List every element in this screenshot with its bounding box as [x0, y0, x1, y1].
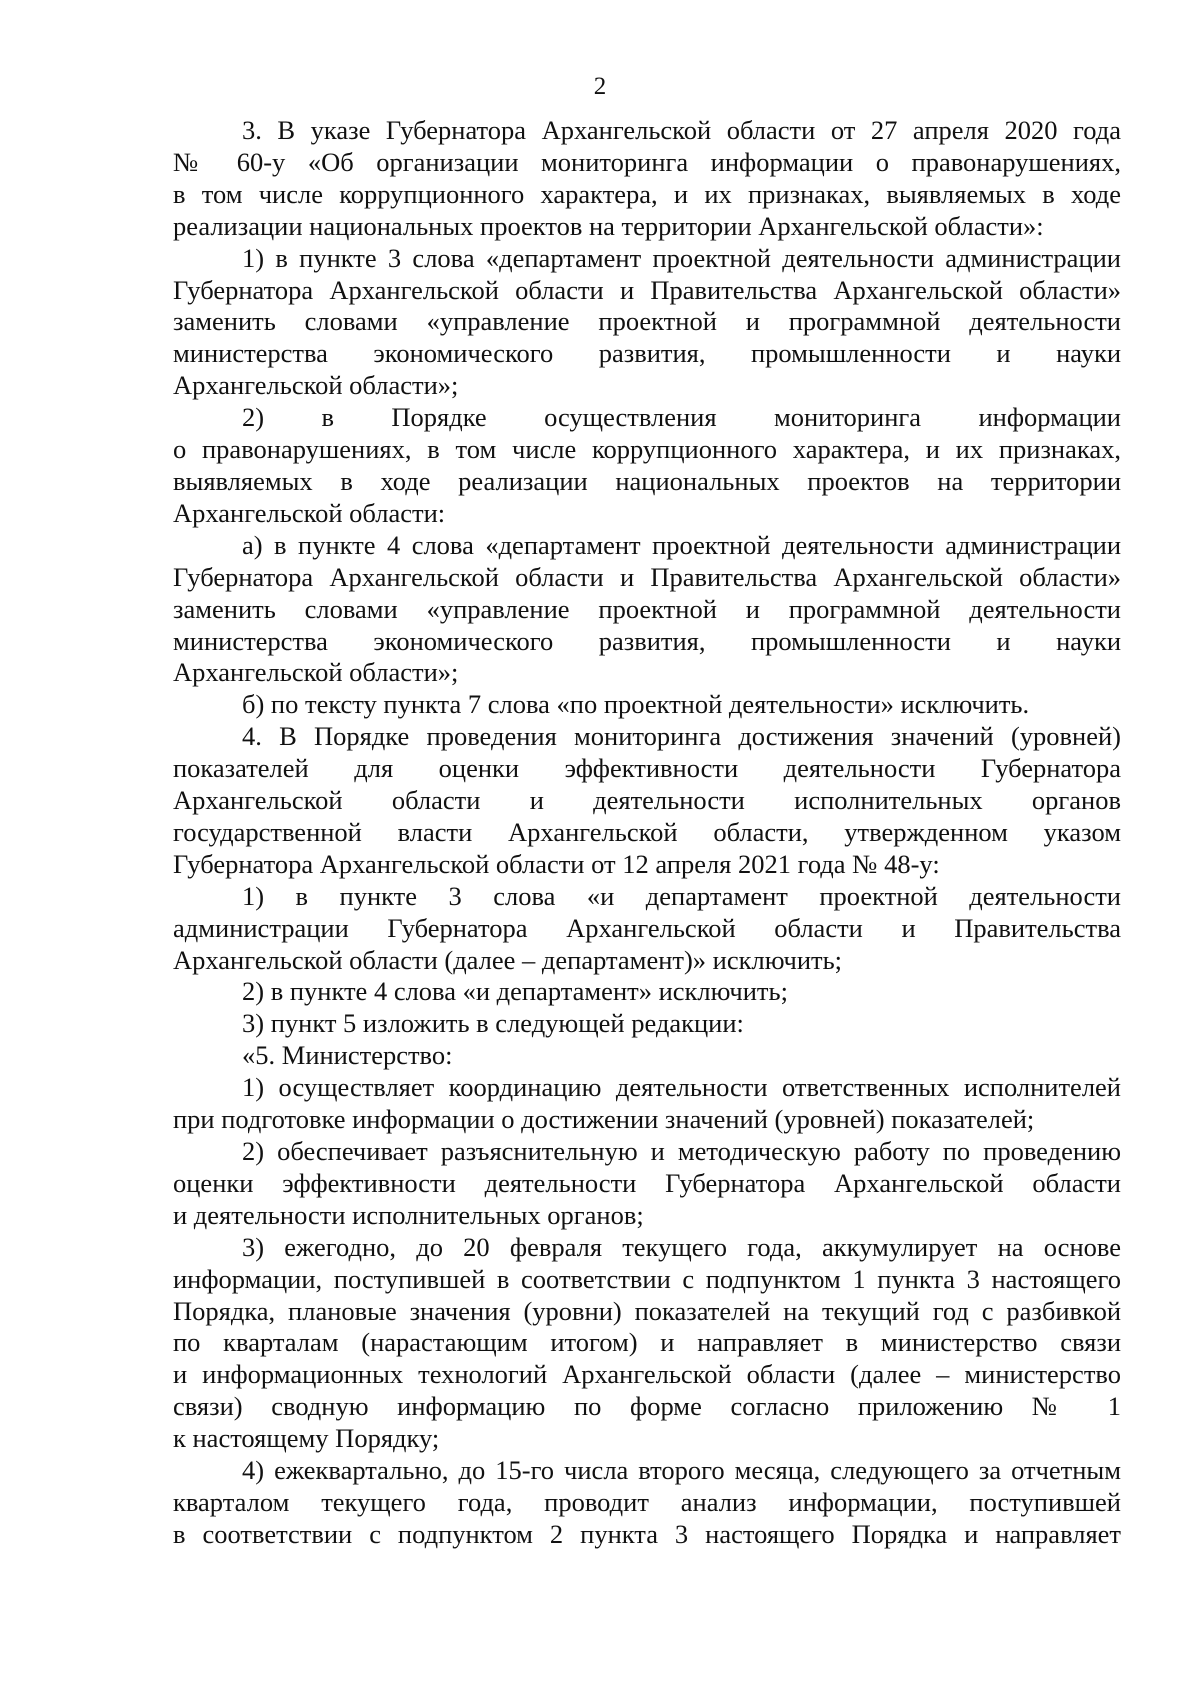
text-line: б) по тексту пункта 7 слова «по проектной деятельности» исключить.	[242, 689, 1030, 720]
paragraph	[173, 530, 1121, 690]
text-line: в том числе коррупционного характера, и их признаках, выявляемых в ходе	[173, 178, 1121, 209]
text-line: выявляемых в ходе реализации национальных проектов на территории	[173, 465, 1121, 496]
text-line: 2) в пункте 4 слова «и департамент» исключить;	[242, 976, 788, 1007]
text-line: Губернатора Архангельской области от 12 апреля 2021 года № 48-у:	[173, 848, 940, 879]
text-line: 1) осуществляет координацию деятельности ответственных исполнителей	[242, 1072, 1121, 1103]
text-line: Архангельской области»;	[173, 370, 459, 401]
text-line: администрации Губернатора Архангельской области и Правительства	[173, 912, 1121, 943]
text-line: заменить словами «управление проектной и программной деятельности	[173, 593, 1121, 624]
text-line: 1) в пункте 3 слова «департамент проектной деятельности администрации	[242, 242, 1121, 273]
paragraph	[173, 1072, 1121, 1136]
paragraph	[173, 689, 1121, 721]
paragraph	[173, 881, 1121, 977]
text-line: по кварталам (нарастающим итогом) и направляет в министерство связи	[173, 1327, 1121, 1358]
text-line: связи) сводную информацию по форме согласно приложению № 1	[173, 1391, 1121, 1422]
text-line: Архангельской области и деятельности исполнительных органов	[173, 785, 1121, 816]
text-line: государственной власти Архангельской области, утвержденном указом	[173, 816, 1121, 847]
text-line: реализации национальных проектов на территории Архангельской области»:	[173, 210, 1044, 241]
text-line: и деятельности исполнительных органов;	[173, 1199, 644, 1230]
text-line: министерства экономического развития, промышленности и науки	[173, 625, 1121, 656]
text-line: к настоящему Порядку;	[173, 1423, 440, 1454]
text-line: 3. В указе Губернатора Архангельской области от 27 апреля 2020 года	[242, 115, 1121, 145]
text-line: заменить словами «управление проектной и программной деятельности	[173, 306, 1121, 337]
paragraph	[173, 976, 1121, 1008]
text-line: 1) в пункте 3 слова «и департамент проектной деятельности	[242, 880, 1121, 911]
text-line: «5. Министерство:	[242, 1040, 453, 1071]
text-line: Губернатора Архангельской области и Правительства Архангельской области»	[173, 561, 1121, 592]
text-line: информации, поступившей в соответствии с подпунктом 1 пункта 3 настоящего	[173, 1263, 1121, 1294]
paragraph	[173, 243, 1121, 403]
paragraph	[173, 402, 1121, 530]
document-body	[173, 115, 1121, 1551]
text-line: показателей для оценки эффективности деятельности Губернатора	[173, 753, 1121, 784]
text-line: Архангельской области»;	[173, 657, 459, 688]
text-line: в соответствии с подпунктом 2 пункта 3 настоящего Порядка и направляет	[173, 1518, 1121, 1549]
page-number: 2	[593, 73, 607, 100]
text-line: 4. В Порядке проведения мониторинга достижения значений (уровней)	[242, 721, 1121, 752]
paragraph	[173, 1008, 1121, 1040]
paragraph	[173, 721, 1121, 881]
paragraph	[173, 1136, 1121, 1232]
paragraph	[173, 1040, 1121, 1072]
paragraph	[173, 1232, 1121, 1455]
text-line: и информационных технологий Архангельской области (далее – министерство	[173, 1359, 1121, 1390]
text-line: 2) обеспечивает разъяснительную и методическую работу по проведению	[242, 1136, 1121, 1166]
text-line: а) в пункте 4 слова «департамент проектной деятельности администрации	[242, 529, 1121, 560]
text-line: 2) в Порядке осуществления мониторинга информации	[242, 402, 1121, 433]
text-line: 3) пункт 5 изложить в следующей редакции:	[242, 1008, 744, 1039]
text-line: министерства экономического развития, промышленности и науки	[173, 338, 1121, 369]
paragraph	[173, 1455, 1121, 1551]
text-line: при подготовке информации о достижении значений (уровней) показателей;	[173, 1104, 1035, 1135]
text-line: кварталом текущего года, проводит анализ информации, поступившей	[173, 1486, 1121, 1517]
text-line: Порядка, плановые значения (уровни) показателей на текущий год с разбивкой	[173, 1295, 1121, 1326]
text-line: Архангельской области (далее – департамент)» исключить;	[173, 944, 843, 975]
text-line: оценки эффективности деятельности Губернатора Архангельской области	[173, 1167, 1121, 1198]
text-line: о правонарушениях, в том числе коррупционного характера, и их признаках,	[173, 434, 1121, 465]
text-line: № 60-у «Об организации мониторинга информации о правонарушениях,	[173, 146, 1121, 177]
text-line: Архангельской области:	[173, 497, 446, 528]
text-line: 3) ежегодно, до 20 февраля текущего года, аккумулирует на основе	[242, 1231, 1121, 1262]
text-line: Губернатора Архангельской области и Правительства Архангельской области»	[173, 274, 1121, 305]
paragraph	[173, 115, 1121, 243]
text-line: 4) ежеквартально, до 15-го числа второго месяца, следующего за отчетным	[242, 1455, 1121, 1486]
